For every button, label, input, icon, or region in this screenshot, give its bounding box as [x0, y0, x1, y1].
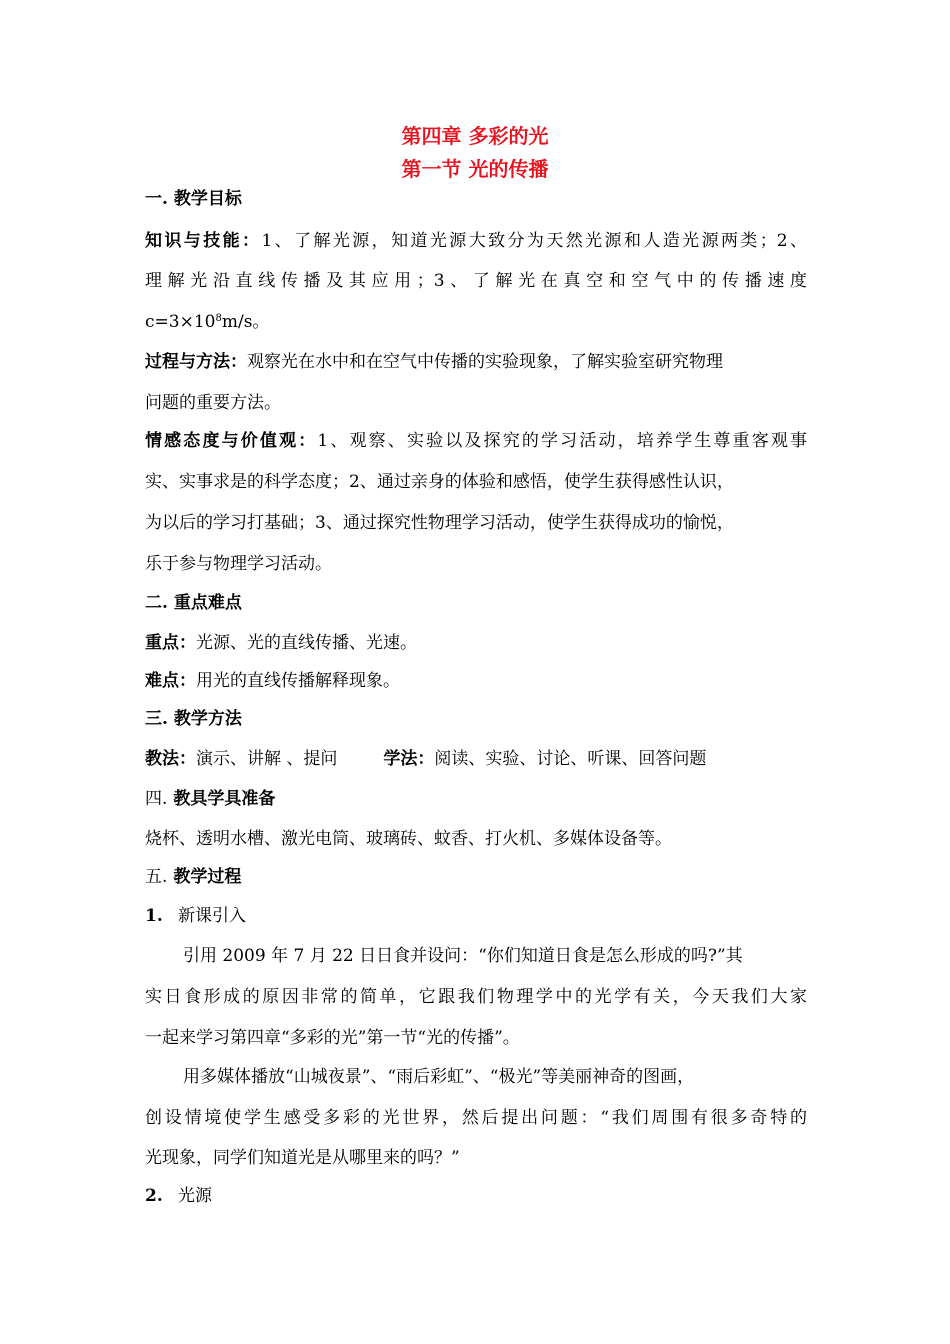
chapter-title: 第四章 多彩的光	[401, 124, 549, 148]
methods-line	[145, 747, 706, 771]
step-1-heading	[145, 904, 246, 928]
teach-text: 演示、讲解 、提问	[196, 749, 338, 769]
knowledge-line-1	[145, 229, 807, 253]
heading-teaching-process	[145, 865, 241, 889]
speed-suffix: m/s。	[221, 312, 270, 332]
speed-prefix: c=3×10	[145, 312, 216, 332]
section-title: 第一节 光的传播	[401, 157, 549, 181]
emotion-line-2: 实、实事求是的科学态度；2、通过亲身的体验和感悟，使学生获得感性认识，	[145, 472, 734, 492]
heading-teaching-goals: 一. 教学目标	[145, 189, 242, 209]
equipment-list: 烧杯、透明水槽、激光电筒、玻璃砖、蚊香、打火机、多媒体设备等。	[145, 829, 672, 849]
key-point-line	[145, 631, 417, 655]
emotion-line-3: 为以后的学习打基础；3、通过探究性物理学习活动，使学生获得成功的愉悦，	[145, 513, 734, 533]
difficulty-line	[145, 669, 400, 693]
emotion-line-1	[145, 429, 807, 453]
process-label: 过程与方法：	[145, 352, 247, 372]
step-2-heading	[145, 1184, 212, 1208]
intro-para-2-line-3: 光现象，同学们知道光是从哪里来的吗？”	[145, 1148, 460, 1168]
heading-equipment	[145, 787, 275, 811]
step-2-number: 2.	[145, 1186, 163, 1206]
emotion-text-1: 1、观察、实验以及探究的学习活动，培养学生尊重客观事	[317, 431, 807, 451]
emotion-line-4: 乐于参与物理学习活动。	[145, 554, 332, 574]
intro-para-1-line-3: 一起来学习第四章“多彩的光”第一节“光的传播”。	[145, 1028, 520, 1048]
heading-process-num: 五.	[145, 867, 168, 887]
heading-equipment-text: 教具学具准备	[167, 789, 276, 809]
step-1-title: 新课引入	[178, 906, 246, 926]
process-text-1: 观察光在水中和在空气中传播的实验现象，了解实验室研究物理	[247, 352, 723, 372]
process-line-2: 问题的重要方法。	[145, 393, 281, 413]
difficulty-text: 用光的直线传播解释现象。	[196, 671, 400, 691]
intro-para-1-line-1: 引用 2009 年 7 月 22 日日食并设问：“你们知道日食是怎么形成的吗?”其	[183, 946, 743, 966]
step-2-title: 光源	[178, 1186, 212, 1206]
emotion-label: 情感态度与价值观：	[145, 431, 318, 451]
speed-of-light	[145, 310, 269, 334]
learn-label: 学法：	[383, 749, 435, 769]
intro-para-2-line-2: 创设情境使学生感受多彩的光世界，然后提出问题：“我们周围有很多奇特的	[145, 1108, 807, 1128]
knowledge-text-1: 1、了解光源，知道光源大致分为天然光源和人造光源两类；2、	[261, 231, 807, 251]
heading-teaching-methods: 三. 教学方法	[145, 709, 242, 729]
teach-label: 教法：	[145, 749, 196, 769]
difficulty-label: 难点：	[145, 671, 196, 691]
heading-equipment-num: 四.	[145, 789, 168, 809]
heading-process-text: 教学过程	[167, 867, 242, 887]
learn-text: 阅读、实验、讨论、听课、回答问题	[434, 749, 707, 769]
intro-para-2-line-1: 用多媒体播放“山城夜景”、“雨后彩虹”、“极光”等美丽神奇的图画，	[183, 1067, 695, 1087]
step-1-number: 1.	[145, 906, 163, 926]
key-label: 重点：	[145, 633, 196, 653]
key-text: 光源、光的直线传播、光速。	[196, 633, 417, 653]
process-line-1	[145, 350, 723, 374]
knowledge-line-2: 理解光沿直线传播及其应用；3、了解光在真空和空气中的传播速度	[145, 271, 807, 291]
knowledge-label: 知识与技能：	[145, 231, 262, 251]
speed-exponent: 8	[215, 313, 222, 324]
intro-para-1-line-2: 实日食形成的原因非常的简单，它跟我们物理学中的光学有关，今天我们大家	[145, 987, 807, 1007]
heading-key-points: 二. 重点难点	[145, 593, 242, 613]
